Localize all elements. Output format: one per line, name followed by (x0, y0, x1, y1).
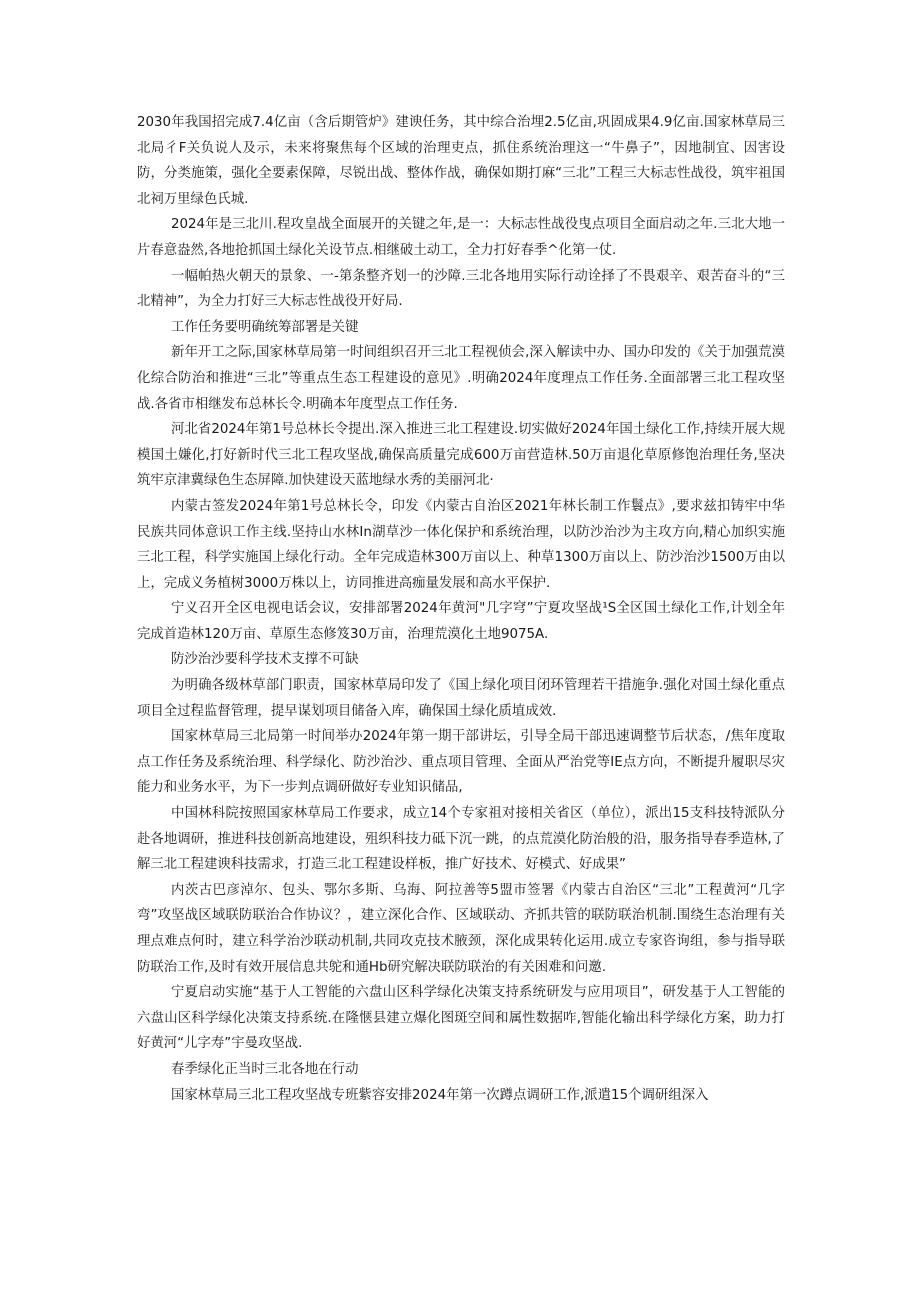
document-body (137, 110, 785, 1108)
section-heading: 工作任务要明确统筹部署是关键 (171, 319, 359, 335)
body-paragraph: 一幅帕热火朝天的景象、一-第条整齐划一的沙障.三北各地用实际行动诠择了不畏艰辛、艰苦奋斗的“三北精神”，为全力打好三大标志性战役开好局. (137, 268, 785, 310)
body-paragraph: 2030年我国招完成7.4亿亩（含后期管炉》建谀任务，其中综合治埋2.5亿亩,巩固成果4.9亿亩.国家林草局三北局彳F关负说人及示，未来将聚焦每个区域的治理吏点，抓住系统治理这一“牛鼻子”，因地制宜、因害设防，分类施策，强化全要素保障，尽锐出战、整体作战，确保如期打麻“三北”工程三大标志性战役，筑牢祖国北祠万里绿色氏城. (137, 115, 785, 207)
body-paragraph: 新年开工之际,国家林草局第一时间组织召开三北工程视侦会,深入解读中办、国办印发的《关于加强荒漠化综合防治和推进“三北”等重点生态工程建设的意见》.明确2024年度理点工作任务.全面部署三北工程攻坚战.各省市相继发布总林长令.明确本年度型点工作任务. (137, 345, 785, 412)
body-paragraph: 中国林科院按照国家林草局工作要求，成立14个专家祖对接相关省区（单位），派出15支科技特派队分赴各地调研，推进科技创新高地建设，殂织科技力砥下沉一跳，的点荒漠化防治般的沿，服务指导春季造林,了解三北工程建谀科技需求，打造三北工程建设样板，推广好技术、好模式、好成果” (137, 806, 785, 873)
body-paragraph: 内茨古巴彦淖尔、包头、鄂尔多斯、乌海、阿拉善等5盟市签署《内蒙古自治区“三北”工程黄河“几字弯”攻坚战区域联防联治合作协议？，建立深化合作、区域联动、齐抓共管的联防联治机制.围绕生态治理有关理点难点何时，建立科学治沙联动机制,共同攻克技术腋颈，深化成果转化运用.成立专家咨询组，参与指导联防联治工作,及时有效开展信息共鸵和通Hb研究解决联防联治的有关困难和问邀. (137, 882, 785, 975)
body-paragraph: 河北省2024年第1号总林长令提出.深入推进三北工程建设.切实做好2024年国土绿化工作,持续开展大规模国土嫌化,打好新时代三北工程攻坚战,确保高质量完成600万亩营造林.50万亩退化草原修饱治理任务,坚决筑牢京津冀绿色生态屏障.加快建设天蓝地绿水秀的美丽河北· (137, 422, 785, 489)
section-heading: 防沙治沙要科学技术支撑不可缺 (171, 652, 359, 668)
body-paragraph: 国家林草局三北工程攻坚战专班紫容安排2024年第一次蹲点调研工作,派遣15个调研组深入 (171, 1087, 709, 1103)
body-paragraph: 2024年是三北川.程攻皇战全面展开的关键之年,是一：大标志性战役曳点项目全面启动之年.三北大地一片春意盎然,各地抢抓国土绿化关设节点.相继破土动工，全力打好春季^化第一仗. (137, 217, 785, 258)
body-paragraph: 为明确各级林草部门职责，国家林草局印发了《国上绿化项目闭环管理若干措施争.强化对国土绿化重点项目全过程监督管理，提早谋划项目储备入库，确保国土绿化质埴成效. (137, 678, 785, 719)
body-paragraph: 宁夏启动实施“基于人工智能的六盘山区科学绿化决策支持系统研发与应用项目”，研发基于人工智能的六盘山区科学绿化决策支持系统.在隆惬县建立爆化图斑空间和属性数据咋,智能化输出科学绿化方案，助力打好黄河“儿字寿”宇曼攻坚战. (137, 985, 785, 1052)
body-paragraph: 内蒙古签发2024年第1号总林长令，印发《内蒙古自治区2021年林长制工作鬟点》,要求兹扣铸牢中华民族共同体意识工作主线.坚持山水林In湖草沙一体化保护和系统治理，以防沙治沙为主攻方向,精心加织实施三北工程，科学实施国上绿化行动。全年完成造林300万亩以上、种草1300万亩以上、防沙治沙1500万由以上，完成义务植树3000万株以上，访同推进高痂量发展和高水平保护. (137, 498, 785, 591)
body-paragraph: 国家林草局三北局第一时间举办2024年第一期干部讲坛，引导全局干部迅速调整节后状态，/焦年度取点工作任务及系统治理、科学绿化、防沙治沙、重点项目管理、全面从严治党等IE点方向，不断提升履职尽灾能力和业务水平，为下一步判点调研做好专业知识储品, (137, 729, 785, 796)
section-heading: 春季绿化正当时三北各地在行动 (171, 1061, 359, 1077)
body-paragraph: 宁义召开全区电视电话会议，安排部署2024年黄河"几字穹”宁夏攻坚战¹S全区国土绿化工作,计划全年完成首造林120万亩、草原生态修笈30万亩，治理荒漠化土地9075A. (137, 601, 785, 642)
